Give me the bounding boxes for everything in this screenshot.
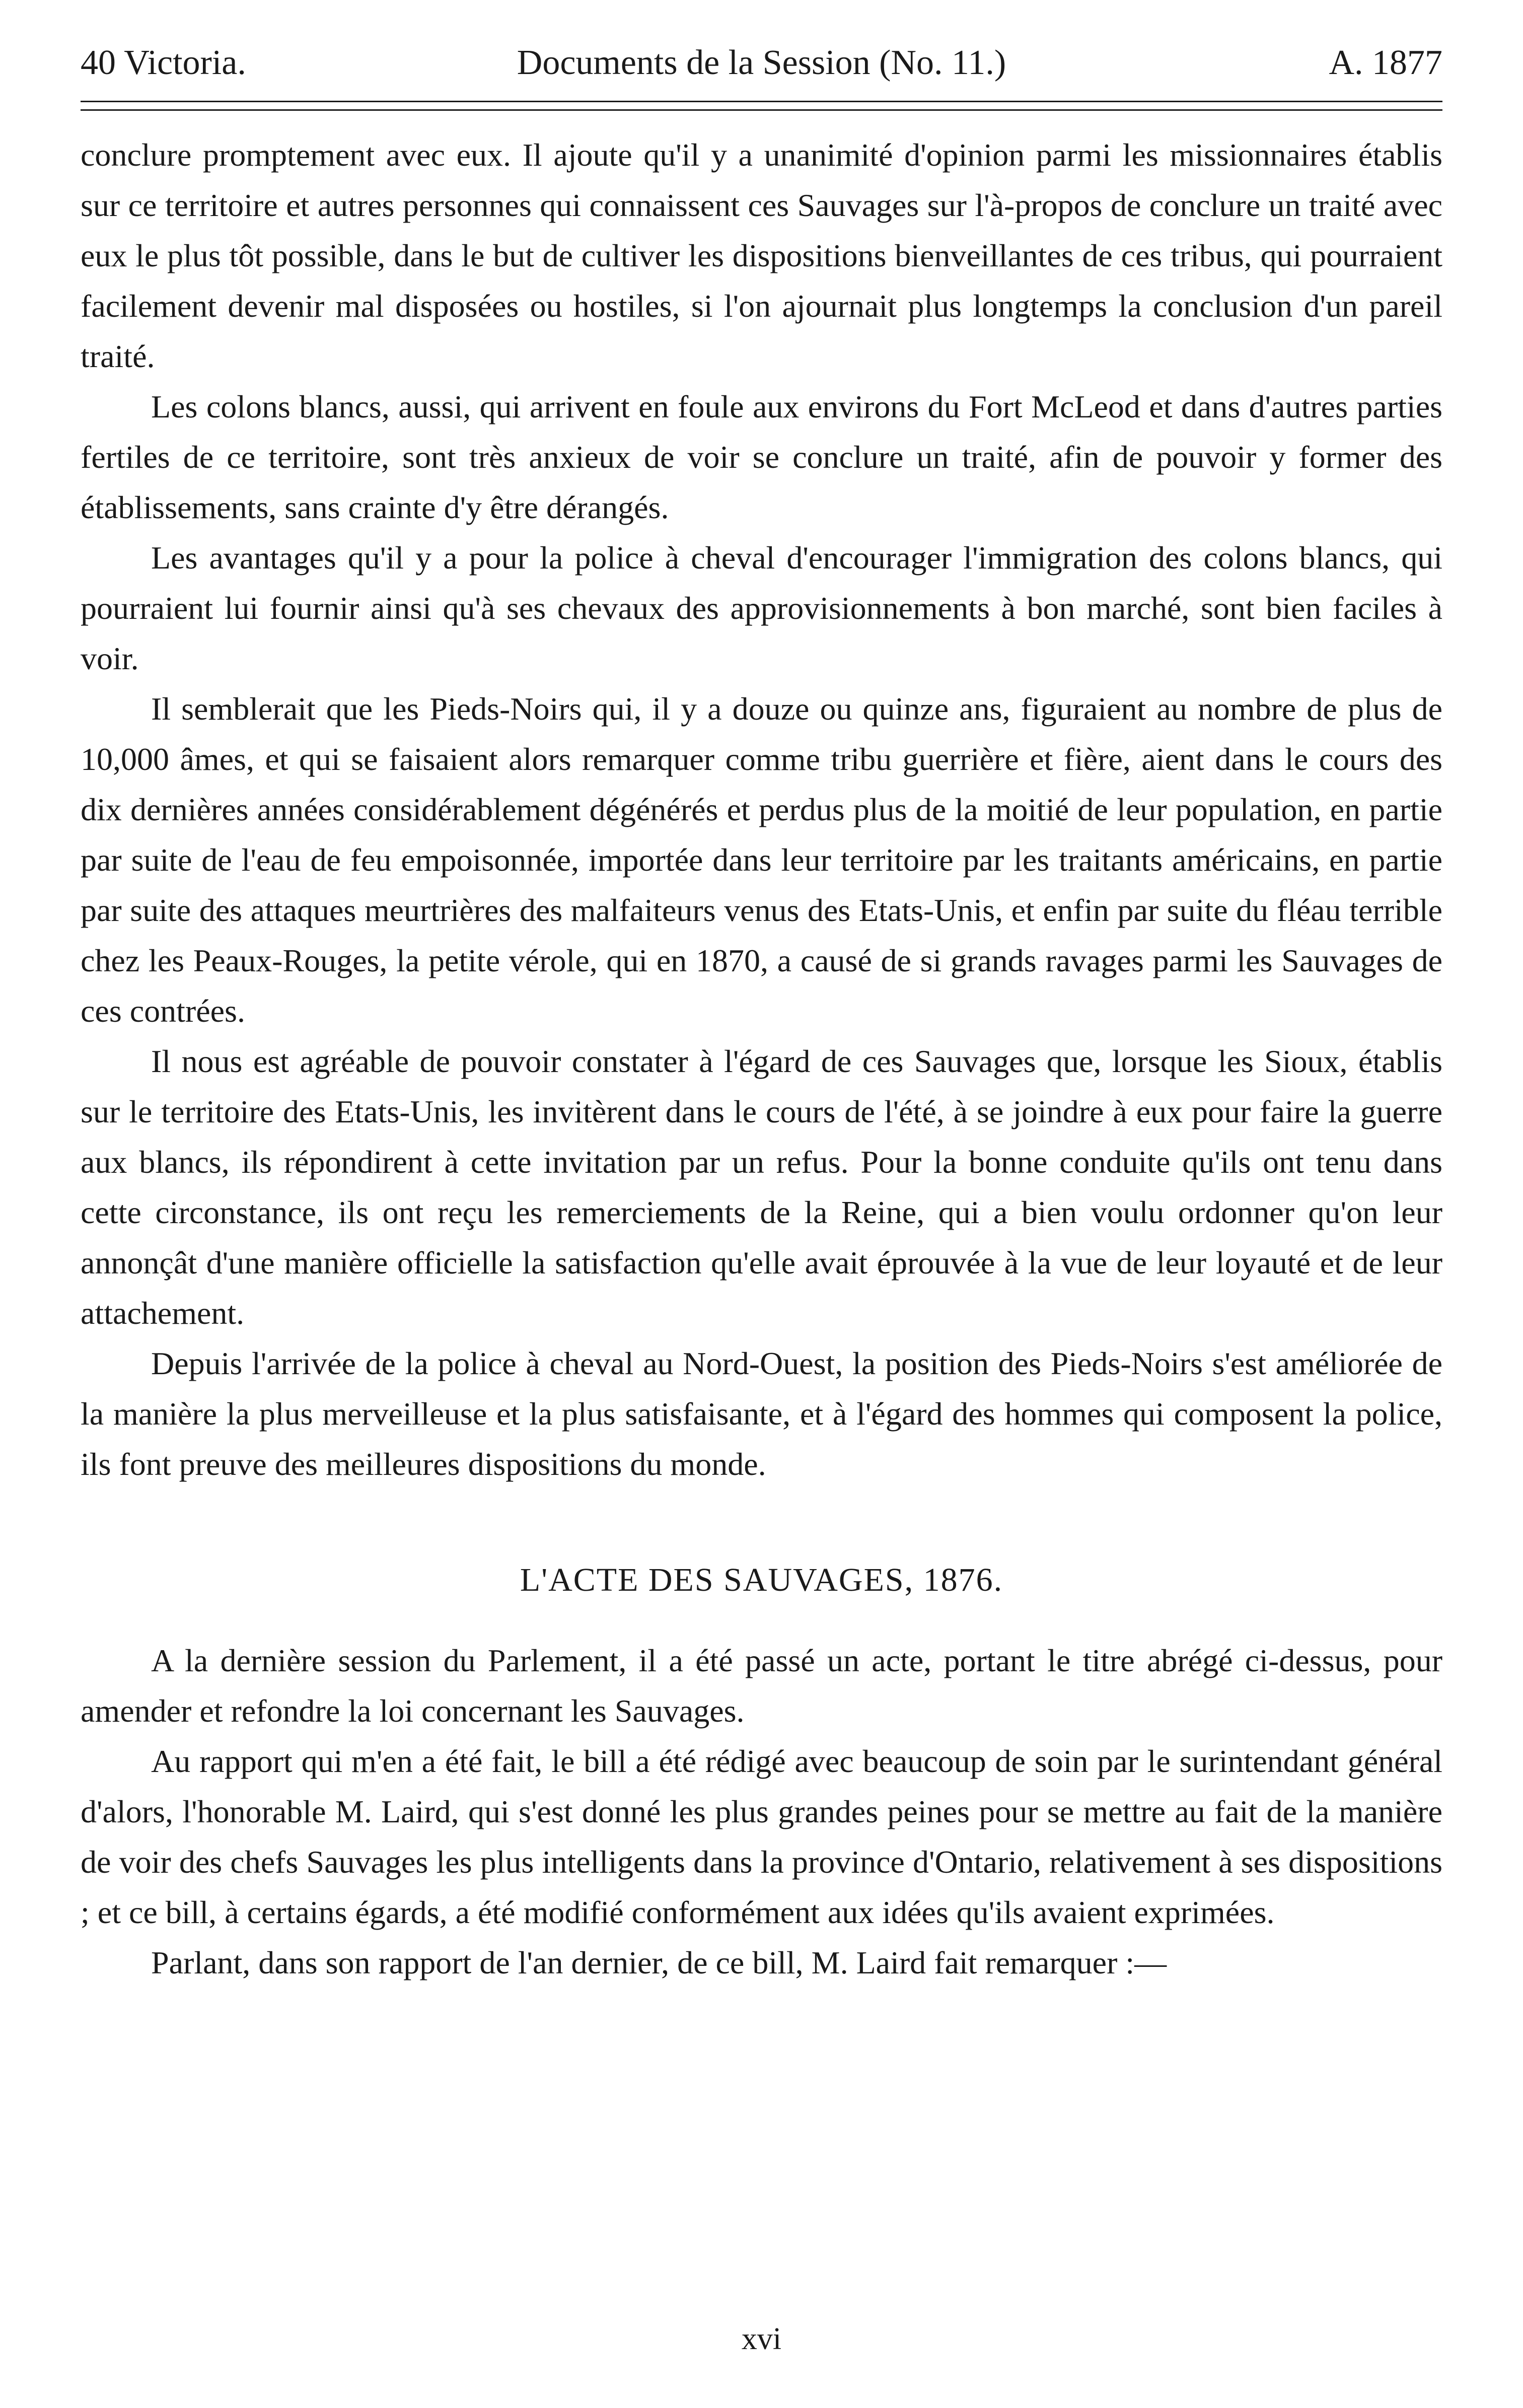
header-year: A. 1877	[1329, 43, 1442, 82]
section-paragraph: A la dernière session du Parlement, il a été passé un acte, portant le titre abrégé ci-dessus, pour amender et refondre la loi concernant les Sauvages.	[81, 1643, 1442, 1729]
page-number: xvi	[741, 2322, 782, 2356]
header-regnal-year: 40 Victoria.	[81, 43, 246, 82]
paragraph: Les avantages qu'il y a pour la police à cheval d'encourager l'immigration des colons blancs, qui pourraient lui fournir ainsi qu'à ses chevaux des approvisionnements à bon marché, sont bien faciles à voir.	[81, 540, 1442, 676]
header-double-rule	[81, 101, 1442, 111]
section-heading: L'ACTE DES SAUVAGES, 1876.	[520, 1562, 1003, 1598]
paragraph: Depuis l'arrivée de la police à cheval au Nord-Ouest, la position des Pieds-Noirs s'est améliorée de la manière la plus merveilleuse et la plus satisfaisante, et à l'égard des hommes qui composent la police, ils font preuve des meilleures dispositions du monde.	[81, 1345, 1442, 1482]
document-page	[81, 30, 1442, 2377]
paragraph: Les colons blancs, aussi, qui arrivent en foule aux environs du Fort McLeod et dans d'autres parties fertiles de ce territoire, sont très anxieux de voir se conclure un traité, afin de pouvoir y former des établissements, sans crainte d'y être dérangés.	[81, 389, 1442, 525]
section-paragraph: Au rapport qui m'en a été fait, le bill a été rédigé avec beaucoup de soin par le surintendant général d'alors, l'honorable M. Laird, qui s'est donné les plus grandes peines pour se mettre au fait de la manière de voir des chefs Sauvages les plus intelligents dans la province d'Ontario, relativement à ses dispositions ; et ce bill, à certains égards, a été modifié conformément aux idées qu'ils avaient exprimées.	[81, 1743, 1442, 1930]
paragraph-continuation: conclure promptement avec eux. Il ajoute qu'il y a unanimité d'opinion parmi les missionnaires établis sur ce territoire et autres personnes qui connaissent ces Sauvages sur l'à-propos de conclure un traité avec eux le plus tôt possible, dans le but de cultiver les dispositions bienveillantes de ces tribus, qui pourraient facilement devenir mal disposées ou hostiles, si l'on ajournait plus longtemps la conclusion d'un pareil traité.	[81, 137, 1442, 374]
paragraph: Il semblerait que les Pieds-Noirs qui, il y a douze ou quinze ans, figuraient au nombre de plus de 10,000 âmes, et qui se faisaient alors remarquer comme tribu guerrière et fière, aient dans le cours des dix dernières années considérablement dégénérés et perdus plus de la moitié de leur population, en partie par suite de l'eau de feu empoisonnée, importée dans leur territoire par les traitants américains, en partie par suite des attaques meurtrières des malfaiteurs venus des Etats-Unis, et enfin par suite du fléau terrible chez les Peaux-Rouges, la petite vérole, qui en 1870, a causé de si grands ravages parmi les Sauvages de ces contrées.	[81, 691, 1442, 1029]
document-body	[81, 130, 1442, 1988]
running-header	[81, 30, 1442, 96]
paragraph: Il nous est agréable de pouvoir constater à l'égard de ces Sauvages que, lorsque les Sioux, établis sur le territoire des Etats-Unis, les invitèrent dans le cours de l'été, à se joindre à eux pour faire la guerre aux blancs, ils répondirent à cette invitation par un refus. Pour la bonne conduite qu'ils ont tenu dans cette circonstance, ils ont reçu les remerciements de la Reine, qui a bien voulu ordonner qu'on leur annonçât d'une manière officielle la satisfaction qu'elle avait éprouvée à la vue de leur loyauté et de leur attachement.	[81, 1043, 1442, 1331]
header-document-title: Documents de la Session (No. 11.)	[517, 43, 1006, 82]
section-paragraph: Parlant, dans son rapport de l'an dernier, de ce bill, M. Laird fait remarquer :—	[151, 1945, 1167, 1980]
